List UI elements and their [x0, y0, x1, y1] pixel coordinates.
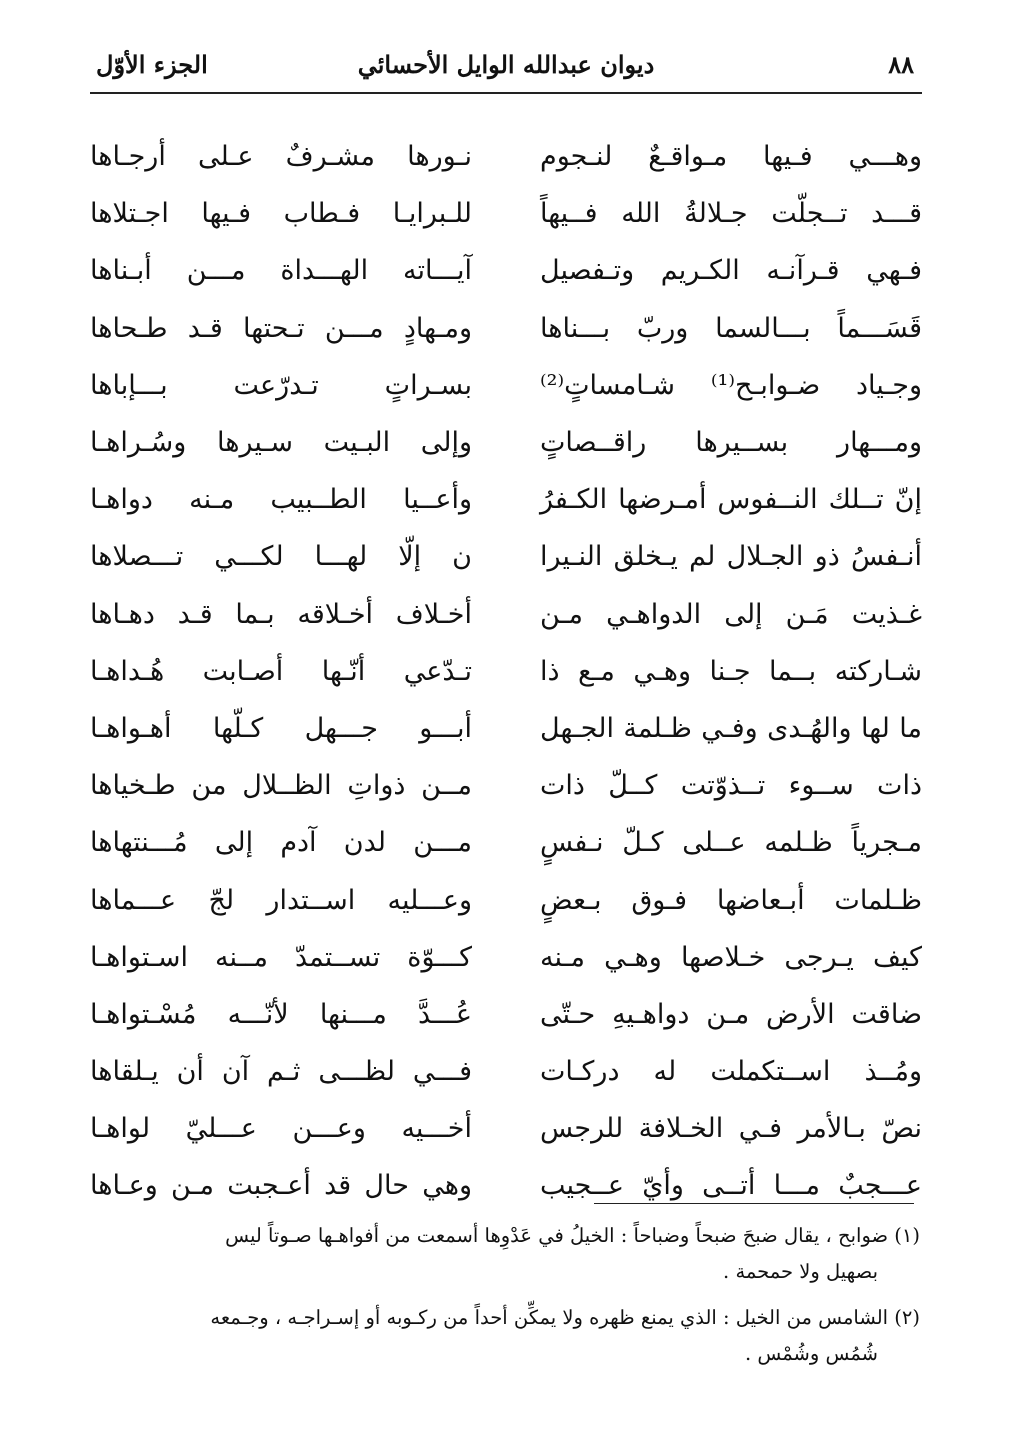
verse-second-hemistich: مــن ذواتِ الظــلال من طـخياها	[90, 770, 472, 802]
verse-first-hemistich: قـــد تــجلّت جـلالةُ الله فــيهاً	[540, 198, 922, 230]
verse-second-hemistich: وإلى البـيت سـيرها وسُـراهـا	[90, 427, 472, 459]
verse-first-hemistich: ما لها والهُـدى وفـي ظـلمة الجـهل	[540, 712, 922, 744]
footnote-text: (٢) الشامس من الخيل : الذي يمنع ظهره ولا يمكِّن أحداً من ركـوبه أو إسـراجـه ، وجـمعه	[210, 1306, 920, 1329]
verse-line	[90, 414, 922, 471]
verse-first-hemistich: فـهي قـرآنـه الكـريم وتـفصيل	[540, 255, 922, 287]
verse-second-hemistich: أخـلاف أخـلاقه بـما قـد دهـاها	[90, 598, 472, 630]
verse-second-hemistich: وعـــليه اســتدار لجّ عـــماها	[90, 884, 472, 916]
footnote-item	[92, 1218, 920, 1290]
verse-second-hemistich: أبـــو جـــهل كـلّها أهـواهـا	[90, 712, 472, 744]
footnote-text-continued: بصهيل ولا حمحمة .	[723, 1260, 878, 1283]
verse-first-hemistich: ذات ســوء تــذوّتت كــلّ ذات	[540, 770, 922, 802]
verse-first-hemistich: ضاقت الأرض مـن دواهـيهِ حـتّى	[540, 998, 922, 1030]
verse-line	[90, 814, 922, 871]
verse-first-hemistich: وهـــي فـيها مـواقـعٌ لنـجوم	[540, 141, 922, 173]
verse-second-hemistich: تـدّعي أنّـها أصـابت هُـداهـا	[90, 655, 472, 687]
footnote-text: (١) ضوابح ، يقال ضبحَ ضبحاً وضباحاً : الخيلُ في عَدْوِها أسمعت من أفواهـها صـوتاً ليس	[225, 1224, 920, 1247]
verse-line	[90, 986, 922, 1043]
footnotes	[92, 1218, 920, 1382]
verse-line	[90, 643, 922, 700]
verse-second-hemistich: أخـــيه وعـــن عـــليّ لواهـا	[90, 1113, 472, 1145]
verse-first-hemistich: كيف يـرجى خـلاصها وهـي مـنه	[540, 941, 922, 973]
verse-second-hemistich: آيـــاته الهـــداة مـــن أبـناها	[90, 255, 472, 287]
verse-line	[90, 586, 922, 643]
verse-first-hemistich: ومـــهار بســيرها راقــصاتٍ	[540, 427, 922, 459]
verse-first-hemistich: شـاركته بــما جـنا وهـي مـع ذا	[540, 655, 922, 687]
verse-first-hemistich: أنـفسُ ذو الجـلال لم يـخلق النـيرا	[540, 541, 922, 573]
verse-line	[90, 871, 922, 928]
verse-second-hemistich: ن إلّا لهـــا لكـــي تـــصلاها	[90, 541, 472, 573]
verse-line	[90, 185, 922, 242]
verse-second-hemistich: وأعــيا الطــبيب مـنه دواهـا	[90, 484, 472, 516]
verse-line	[90, 357, 922, 414]
verse-line	[90, 1157, 922, 1214]
verse-first-hemistich: وجـياد ضـوابـح⁽¹⁾ شـامساتٍ⁽²⁾	[540, 369, 922, 401]
verse-line	[90, 300, 922, 357]
verse-second-hemistich: مـــن لدن آدم إلى مُـــنتهاها	[90, 827, 472, 859]
verse-first-hemistich: قَسَـــماً بـــالسما وربّ بـــناها	[540, 312, 922, 344]
verse-second-hemistich: كـــوّة تســتمدّ مــنه اسـتواهـا	[90, 941, 472, 973]
verse-first-hemistich: مـجرياً ظـلمه عــلى كـلّ نـفسٍ	[540, 827, 922, 859]
page-number: ٨٨	[888, 50, 914, 79]
verse-first-hemistich: ومُــذ اســتكملت له دركـات	[540, 1056, 922, 1088]
verse-first-hemistich: غـذيت مَـن إلى الدواهـي مـن	[540, 598, 922, 630]
book-title: ديوان عبدالله الوايل الأحسائي	[357, 50, 655, 79]
verse-line	[90, 700, 922, 757]
poem-body	[90, 128, 922, 1215]
verse-first-hemistich: إنّ تــلك النــفوس أمـرضها الكـفرُ	[540, 484, 922, 516]
footnote-divider	[594, 1203, 914, 1204]
verse-line	[90, 128, 922, 185]
volume-part: الجزء الأوّل	[96, 50, 208, 79]
verse-line	[90, 929, 922, 986]
verse-first-hemistich: ظـلمات أبـعاضها فـوق بـعضٍ	[540, 884, 922, 916]
verse-second-hemistich: فـــي لظـــى ثـم آن أن يـلقاها	[90, 1056, 472, 1088]
verse-second-hemistich: ومـهادٍ مـــن تـحتها قـد طـحاها	[90, 312, 472, 344]
verse-line	[90, 471, 922, 528]
footnote-item	[92, 1300, 920, 1372]
verse-second-hemistich: وهي حال قد أعـجبت مـن وعـاها	[90, 1170, 472, 1202]
footnote-text-continued: شُمُس وشُمْس .	[745, 1342, 878, 1365]
verse-line	[90, 757, 922, 814]
verse-first-hemistich: نصّ بـالأمر فـي الخـلافة للرجس	[540, 1113, 922, 1145]
verse-line	[90, 1043, 922, 1100]
page-header	[90, 40, 922, 94]
verse-first-hemistich: عـــجبٌ مـــا أتــى وأيّ عــجيب	[540, 1170, 922, 1202]
verse-second-hemistich: نـورها مشـرفٌ عـلى أرجـاها	[90, 141, 472, 173]
verse-line	[90, 1100, 922, 1157]
verse-line	[90, 528, 922, 585]
verse-second-hemistich: بسـراتٍ تـدرّعت بـــإباها	[90, 369, 472, 401]
verse-second-hemistich: عُـــدَّ مـــنها لأنّـــه مُسْـتواهـا	[90, 998, 472, 1030]
verse-second-hemistich: للـبرايـا فـطاب فـيها اجـتلاها	[90, 198, 472, 230]
verse-line	[90, 242, 922, 299]
